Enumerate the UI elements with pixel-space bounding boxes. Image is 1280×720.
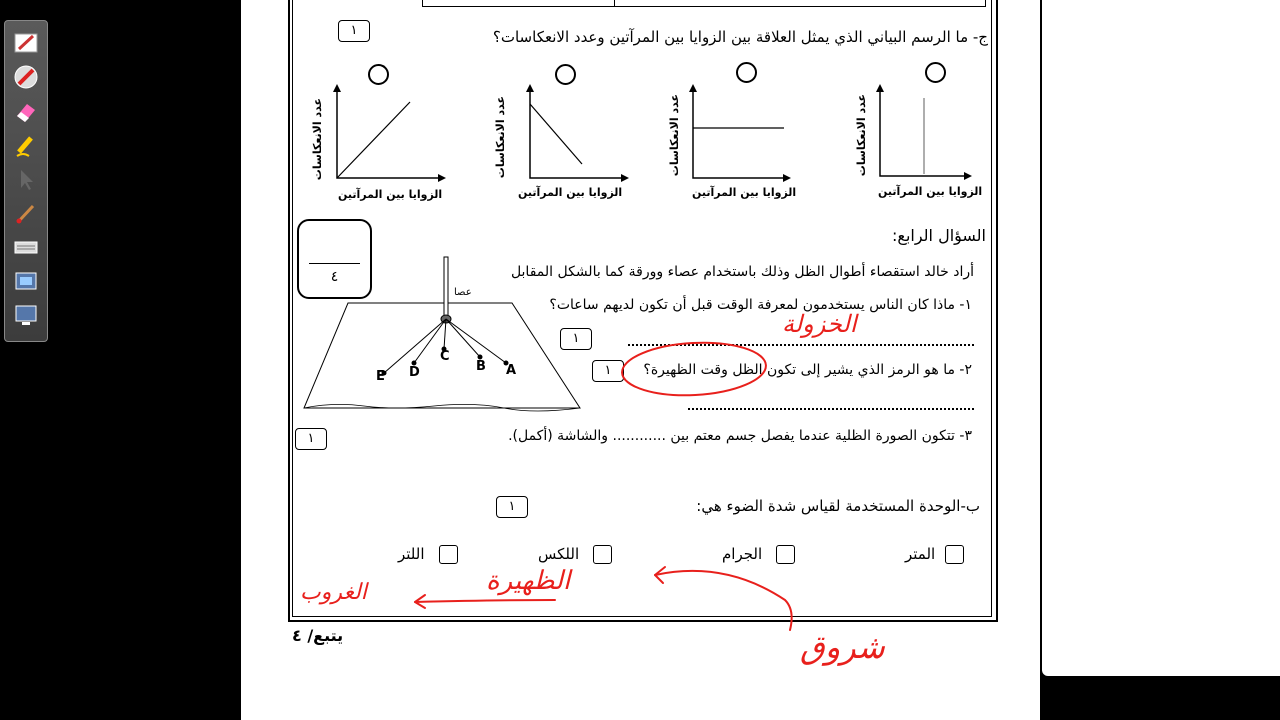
graph2-xlabel: الزوايا بين المرآتين	[518, 186, 623, 199]
handwritten-sunrise: شروق	[800, 628, 885, 666]
question-c-text: ج- ما الرسم البياني الذي يمثل العلاقة بين الزوايا بين المرآتين وعدد الانعكاسات؟	[492, 28, 988, 46]
circle-annotation	[621, 339, 768, 398]
handwritten-other: الغروب	[300, 580, 367, 605]
question-4-1-text: ١- ماذا كان الناس يستخدمون لمعرفة الوقت قبل أن تكون لديهم ساعات؟	[549, 297, 972, 313]
point-c: C	[440, 349, 450, 364]
stick-label: عصا	[454, 287, 472, 298]
point-e: E	[376, 369, 385, 384]
mark-box: ١	[338, 20, 370, 42]
point-a: A	[506, 363, 517, 378]
question-4-intro: أراد خالد استقصاء أطوال الظل وذلك باستخدام عصاء وورقة كما بالشكل المقابل	[510, 264, 974, 280]
arrow-left	[415, 600, 555, 602]
question-4-3-text: ٣- تتكون الصورة الظلية عندما يفصل جسم معتم بين ............ والشاشة (أكمل).	[508, 428, 972, 444]
point-b: B	[476, 359, 486, 374]
score-total: ٤	[330, 269, 339, 285]
graph4-xlabel: الزوايا بين المرآتين	[878, 185, 983, 198]
question-b-text: ب-الوحدة المستخدمة لقياس شدة الضوء هي:	[696, 497, 980, 515]
graph3-ylabel: عدد الانعكاسات	[668, 94, 681, 177]
question-4-title: السؤال الرابع:	[892, 226, 986, 245]
option-gram: الجرام	[722, 545, 763, 563]
mark-box: ١	[560, 328, 592, 350]
graph4-ylabel: عدد الانعكاسات	[855, 94, 868, 177]
graph1-ylabel: عدد الانعكاسات	[311, 98, 324, 181]
mark-box: ١	[496, 496, 528, 518]
continue-note: يتبع/ ٤	[292, 626, 344, 645]
graph3-xlabel: الزوايا بين المرآتين	[692, 186, 797, 199]
option-lux: اللكس	[538, 545, 580, 563]
graph2-ylabel: عدد الانعكاسات	[494, 96, 507, 179]
point-d: D	[409, 365, 420, 380]
mark-box: ١	[295, 428, 327, 450]
graph1-xlabel: الزوايا بين المرآتين	[338, 188, 443, 201]
handwritten-noon: الظهيرة	[486, 566, 571, 596]
question-4-2-text: ٢- ما هو الرمز الذي يشير إلى تكون الظل وقت الظهيرة؟	[643, 362, 972, 378]
arrow-curve	[655, 571, 792, 630]
option-meter: المتر	[905, 545, 936, 563]
mark-box: ١	[592, 360, 624, 382]
handwritten-answer: الخزولة	[782, 310, 857, 338]
option-liter: اللتر	[398, 545, 425, 563]
